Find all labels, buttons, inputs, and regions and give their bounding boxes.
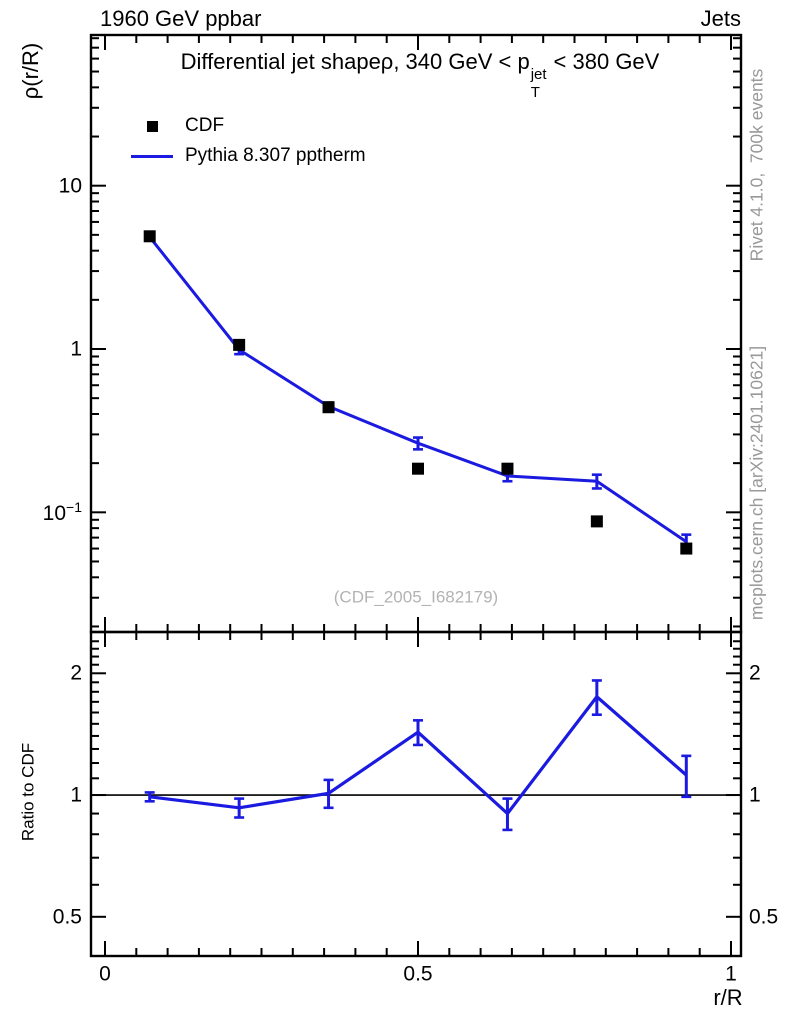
tick-label: 1	[70, 337, 82, 361]
cdf-point	[323, 401, 335, 413]
beam-info-label: 1960 GeV ppbar	[100, 6, 262, 31]
cdf-point	[680, 543, 692, 555]
legend-label-cdf: CDF	[185, 114, 225, 136]
tick-label: 0.5	[403, 962, 433, 986]
ratio-line	[150, 697, 687, 814]
legend	[125, 111, 366, 171]
cdf-point	[501, 463, 513, 475]
title-prefix: Differential jet shapeρ, 340 GeV < p	[180, 49, 530, 74]
legend-item-pythia	[125, 141, 366, 171]
tick-label: 10	[58, 174, 82, 198]
tick-label: 2	[749, 661, 761, 685]
cdf-point	[144, 230, 156, 242]
analysis-id-watermark: (CDF_2005_I682179)	[333, 587, 499, 607]
tick-label: 2	[70, 661, 82, 685]
ratio-frame	[91, 632, 741, 956]
tick-label: 0	[99, 962, 111, 986]
tick-label: 0.5	[749, 905, 779, 929]
legend-item-cdf	[125, 111, 366, 141]
cdf-point	[591, 515, 603, 527]
ratio-y-axis-title: Ratio to CDF	[18, 742, 38, 842]
title-subscript: T	[530, 84, 540, 101]
pythia-line-marker-icon	[131, 155, 173, 158]
cdf-point	[233, 339, 245, 351]
rivet-version-note: Rivet 4.1.0, 700k events	[746, 68, 767, 262]
analysis-group-label: Jets	[700, 6, 741, 31]
title-suffix: < 380 GeV	[553, 49, 660, 74]
plot-title	[181, 50, 660, 100]
tick-label: 1	[749, 783, 761, 807]
mcplots-reference-note: mcplots.cern.ch [arXiv:2401.10621]	[746, 345, 767, 621]
main-y-axis-title: ρ(r/R)	[17, 42, 43, 100]
pythia-line	[150, 237, 687, 542]
x-axis-title: r/R	[713, 984, 743, 1010]
tick-label: 1	[725, 962, 737, 986]
legend-label-pythia: Pythia 8.307 pptherm	[185, 144, 366, 166]
tick-label: $10^{-1}$	[42, 499, 82, 526]
cdf-square-marker-icon	[147, 121, 158, 132]
tick-label: 0.5	[52, 905, 82, 929]
tick-label: 1	[70, 783, 82, 807]
title-superscript: jet	[530, 66, 547, 83]
title-pt-stack	[531, 67, 547, 100]
cdf-point	[412, 463, 424, 475]
